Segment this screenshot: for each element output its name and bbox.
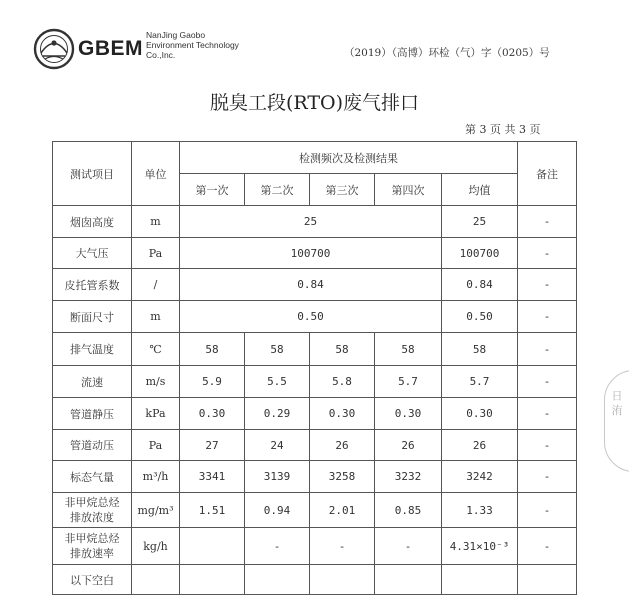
row-value: 27 [180, 430, 245, 461]
header-remark: 备注 [518, 142, 577, 206]
row-average: 26 [442, 430, 518, 461]
page-indicator: 第 3 页 共 3 页 [465, 123, 541, 136]
table-row [53, 398, 577, 430]
table-row [53, 461, 577, 493]
row-remark: - [518, 269, 577, 301]
table-row [53, 301, 577, 333]
row-item-name: 大气压 [53, 238, 132, 269]
table-row [53, 206, 577, 238]
row-average: 0.50 [442, 301, 518, 333]
item-line: 非甲烷总烃 [64, 532, 120, 545]
row-value: 5.7 [375, 366, 442, 398]
row-unit: mg/m³ [132, 493, 180, 528]
row-item-name: 流速 [53, 366, 132, 398]
row-item-name: 皮托管系数 [53, 269, 132, 301]
row-value [375, 565, 442, 595]
row-unit: kg/h [132, 528, 180, 565]
row-remark [518, 565, 577, 595]
row-remark: - [518, 366, 577, 398]
row-remark: - [518, 333, 577, 366]
row-average: 3242 [442, 461, 518, 493]
row-average: 5.7 [442, 366, 518, 398]
row-value: 58 [245, 333, 310, 366]
row-value [310, 565, 375, 595]
row-value: - [245, 528, 310, 565]
row-remark: - [518, 493, 577, 528]
item-line: 非甲烷总烃 [64, 496, 120, 509]
row-value: 0.30 [180, 398, 245, 430]
row-merged-value: 25 [180, 206, 442, 238]
row-item-name: 管道动压 [53, 430, 132, 461]
table-row [53, 565, 577, 595]
row-value: 24 [245, 430, 310, 461]
row-average [442, 565, 518, 595]
row-item-name: 管道静压 [53, 398, 132, 430]
header-sub-column: 均值 [442, 174, 518, 206]
row-unit: m [132, 301, 180, 333]
row-merged-value: 100700 [180, 238, 442, 269]
row-item-name [53, 528, 132, 565]
row-value: 5.9 [180, 366, 245, 398]
row-value [245, 565, 310, 595]
row-unit: m³/h [132, 461, 180, 493]
header-sub-column: 第一次 [180, 174, 245, 206]
row-item-name [53, 493, 132, 528]
row-average: 58 [442, 333, 518, 366]
row-remark: - [518, 528, 577, 565]
side-stamp [604, 370, 629, 472]
row-remark: - [518, 238, 577, 269]
row-remark: - [518, 398, 577, 430]
header-row [53, 142, 577, 174]
row-value: 2.01 [310, 493, 375, 528]
row-value: 0.94 [245, 493, 310, 528]
row-unit: ℃ [132, 333, 180, 366]
header-sub-column: 第二次 [245, 174, 310, 206]
row-value: 26 [310, 430, 375, 461]
company-logo [33, 28, 263, 72]
row-merged-value: 0.50 [180, 301, 442, 333]
row-unit: Pa [132, 430, 180, 461]
row-unit [132, 565, 180, 595]
header-test-item: 测试项目 [53, 142, 132, 206]
row-remark: - [518, 461, 577, 493]
item-line: 排放速率 [70, 547, 114, 560]
gbem-emblem-icon [33, 28, 75, 70]
table-row [53, 528, 577, 565]
row-average: 0.84 [442, 269, 518, 301]
row-value: 58 [180, 333, 245, 366]
row-unit: m [132, 206, 180, 238]
row-item-name: 烟囱高度 [53, 206, 132, 238]
row-average: 25 [442, 206, 518, 238]
row-value: 3258 [310, 461, 375, 493]
row-value: - [375, 528, 442, 565]
table-row [53, 269, 577, 301]
table-row [53, 366, 577, 398]
row-value: 3139 [245, 461, 310, 493]
row-item-name: 以下空白 [53, 565, 132, 595]
row-value: - [310, 528, 375, 565]
header-results-group: 检测频次及检测结果 [180, 142, 518, 174]
row-value: 3341 [180, 461, 245, 493]
row-unit: / [132, 269, 180, 301]
stamp-text: 日 洧 [610, 390, 623, 416]
row-item-name: 断面尺寸 [53, 301, 132, 333]
row-value: 3232 [375, 461, 442, 493]
row-value: 5.8 [310, 366, 375, 398]
row-average: 1.33 [442, 493, 518, 528]
row-average: 0.30 [442, 398, 518, 430]
document-number: （2019）（高博）环检（气）字（0205）号 [344, 47, 550, 59]
row-value: 0.85 [375, 493, 442, 528]
logo-wordmark: GBEM [78, 37, 143, 60]
table-row [53, 430, 577, 461]
row-remark: - [518, 206, 577, 238]
table-row [53, 493, 577, 528]
row-value: 1.51 [180, 493, 245, 528]
table-row [53, 333, 577, 366]
row-value: 0.30 [375, 398, 442, 430]
header-unit: 单位 [132, 142, 180, 206]
row-value [180, 565, 245, 595]
table-row [53, 238, 577, 269]
header-sub-column: 第三次 [310, 174, 375, 206]
row-value [180, 528, 245, 565]
row-value: 26 [375, 430, 442, 461]
row-value: 5.5 [245, 366, 310, 398]
row-item-name: 排气温度 [53, 333, 132, 366]
row-item-name: 标态气量 [53, 461, 132, 493]
row-value: 0.29 [245, 398, 310, 430]
row-average: 4.31×10⁻³ [442, 528, 518, 565]
item-line: 排放浓度 [70, 511, 114, 524]
company-english-name [146, 30, 239, 60]
header-sub-column: 第四次 [375, 174, 442, 206]
measurement-table [52, 141, 577, 595]
row-unit: m/s [132, 366, 180, 398]
row-average: 100700 [442, 238, 518, 269]
row-unit: Pa [132, 238, 180, 269]
row-value: 58 [375, 333, 442, 366]
company-line: Co.,Inc. [146, 50, 176, 60]
row-value: 0.30 [310, 398, 375, 430]
row-value: 58 [310, 333, 375, 366]
row-remark: - [518, 430, 577, 461]
row-remark: - [518, 301, 577, 333]
row-unit: kPa [132, 398, 180, 430]
company-line: NanJing Gaobo [146, 30, 206, 40]
row-merged-value: 0.84 [180, 269, 442, 301]
page-title: 脱臭工段(RTO)废气排口 [209, 92, 420, 114]
company-line: Environment Technology [146, 40, 239, 50]
